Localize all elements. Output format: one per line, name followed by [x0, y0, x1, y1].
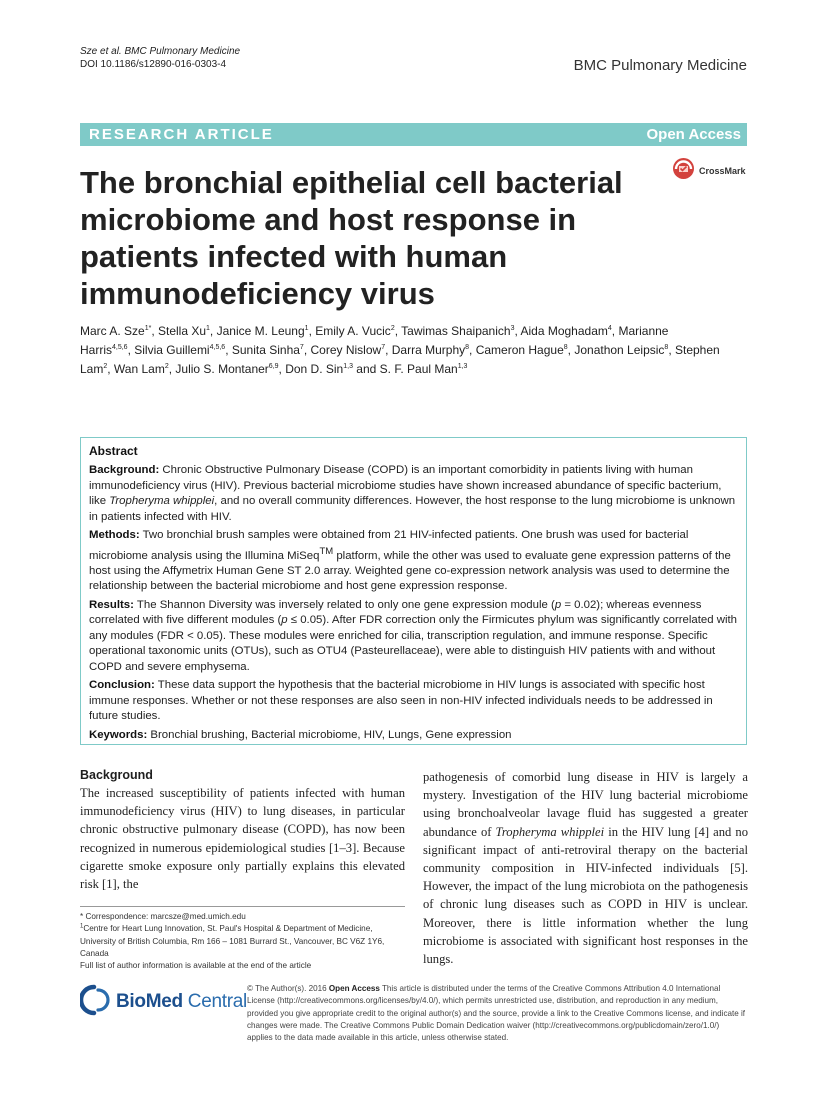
author-affiliation: 2: [390, 325, 395, 332]
open-access-label: Open Access: [646, 126, 741, 143]
journal-name: BMC Pulmonary Medicine: [573, 57, 747, 74]
author-affiliation: 7: [299, 344, 304, 351]
author-name: Corey Nislow: [310, 343, 382, 357]
author-name: Stella Xu: [157, 324, 207, 338]
abstract-heading: Abstract: [89, 444, 138, 458]
species-name: Tropheryma whipplei: [495, 824, 605, 839]
copyright-text: © The Author(s). 2016: [247, 984, 329, 993]
body-paragraph-right: [423, 768, 748, 968]
author-name: Wan Lam: [113, 362, 165, 376]
crossmark-label: CrossMark: [699, 166, 746, 176]
author-affiliation: 2: [164, 363, 169, 370]
abstract-methods-label: Methods:: [89, 529, 140, 541]
affiliation-text: Centre for Heart Lung Innovation, St. Paul's Hospital & Department of Medicine, University of British Columbia, Rm 166 – 1081 Burrard St., Vancouver, BC V6Z 1Y6, Canada: [80, 924, 385, 958]
abstract-conclusion-label: Conclusion:: [89, 679, 155, 692]
body-paragraph-left: The increased susceptibility of patients infected with human immunodeficiency virus (HIV) to lung diseases, in particular chronic obstructive pulmonary disease (COPD), has now been recognized in numerous epidemiological studies [1–3]. Because cigarette smoke exposure only partially explains this elevated risk [1], the: [80, 786, 405, 892]
author-name: Silvia Guillemi: [134, 343, 210, 357]
article-type: RESEARCH ARTICLE: [89, 126, 274, 143]
author-affiliation: 1: [304, 325, 309, 332]
author-affiliation: 3: [510, 325, 515, 332]
author-affiliation: 1,3: [343, 363, 353, 370]
author-name: Janice M. Leung: [216, 324, 305, 338]
author-name: Stephen Lam: [80, 343, 720, 376]
abstract-methods-text-2: platform, while the other was used to evaluate gene expression patterns of the host using the Affymetrix Human Gene ST 2.0 array. Weighted gene co-expression network analysis was used to determine the relationship between the bacterial microbiome and host gene expression response.: [89, 549, 731, 593]
author-name: Darra Murphy: [391, 343, 466, 357]
abstract-box: [80, 437, 747, 745]
citation: Sze et al. BMC Pulmonary Medicine: [80, 46, 241, 57]
author-name: Marc A. Sze: [80, 324, 145, 338]
species-name: Tropheryma whipplei: [109, 495, 215, 507]
abstract-results-label: Results:: [89, 598, 134, 611]
author-affiliation: 8: [465, 344, 470, 351]
body-text-1: pathogenesis of comorbid lung disease in HIV is largely a mystery. Investigation of the HIV lung bacterial microbiome using bronchoalveolar lavage fluid has suggested a greater abundance of: [423, 770, 748, 839]
publisher-name-rest: Central: [182, 991, 247, 1012]
author-name: Sunita Sinha: [231, 343, 300, 357]
author-affiliation: 7: [381, 344, 386, 351]
abstract-results-text-3: ≤ 0.05). After FDR correction only the Firmicutes phylum was significantly correlated with any modules (FDR < 0.05). These modules were enriched for cilia, transcription regulation, and immune response. Specific operational taxonomic units (OTUs), such as OTU4 (Pasteurellaceae), were able to distinguish HIV patients with and without COPD and severe emphysema.: [89, 614, 737, 673]
p-symbol: p: [554, 598, 562, 611]
author-affiliation: 4,5,6: [112, 344, 128, 351]
abstract-conclusion-text: These data support the hypothesis that the bacterial microbiome in HIV lungs is associated with specific host immune responses. Whether or not these responses are also seen in non-HIV infected individuals needs to be addressed in future studies.: [89, 679, 713, 723]
author-affiliation: 4: [607, 325, 612, 332]
abstract-background: [89, 463, 738, 525]
author-name: Julio S. Montaner: [175, 362, 269, 376]
author-list: Marc A. Sze$^{1*}$, Stella Xu$^1$, Janice M. Leung$^1$, Emily A. Vucic$^2$, Tawimas Shaipanich$^3$, Aida Moghadam$^4$, Marianne Harris$^{4,5,6}$, Silvia Guillemi$^{4,5,6}$, Sunita Sinha$^7$, Corey Nislow$^7$, Darra Murphy$^8$, Cameron Hague$^8$, Jonathon Leipsic$^8$, Stephen Lam$^2$, Wan Lam$^2$, Julio S. Montaner$^{6,9}$, Don D. Sin$^{1,3}$ and S. F. Paul Man$^{1,3}$: [80, 324, 720, 376]
publisher-name-bold: BioMed: [116, 991, 183, 1012]
full-author-info-note: Full list of author information is available at the end of the article: [80, 961, 312, 971]
abstract-results: [89, 598, 738, 676]
footnote-divider: [80, 906, 405, 907]
author-affiliation: 1*: [144, 325, 152, 332]
author-name: Don D. Sin: [285, 362, 344, 376]
affiliation: [80, 923, 405, 960]
keywords-label: Keywords:: [89, 728, 148, 741]
license-statement: [247, 983, 747, 1044]
author-name: Tawimas Shaipanich: [401, 324, 511, 338]
abstract-background-text-2: , and no overall community differences. However, the host response to the lung microbiome is unknown in patients infected with HIV.: [89, 495, 736, 523]
abstract-results-text-1: The Shannon Diversity was inversely related to only one gene expression module (: [136, 598, 555, 611]
license-text: This article is distributed under the terms of the Creative Commons Attribution 4.0 International License (http://creativecommons.org/licenses/by/4.0/), which permits unrestricted use, distribution, and reproduction in any medium, provided you give appropriate credit to the original author(s) and the source, provide a link to the Creative Commons license, and indicate if changes were made. The Creative Commons Public Domain Dedication waiver (http://creativecommons.org/publicdomain/zero/1.0/) applies to the data made available in this article, unless otherwise stated.: [247, 984, 746, 1043]
abstract-background-text-1: Chronic Obstructive Pulmonary Disease (COPD) is an important comorbidity in patients living with human immunodeficiency virus (HIV). Previous bacterial microbiome studies have shown increased abundance of specific bacterium, like: [89, 464, 722, 507]
running-header: [80, 45, 240, 71]
author-name: Jonathon Leipsic: [574, 343, 665, 357]
doi[interactable]: DOI 10.1186/s12890-016-0303-4: [80, 59, 227, 70]
trademark: TM: [319, 545, 334, 557]
correspondence: * Correspondence: marcsze@med.umich.edu: [80, 912, 246, 921]
affiliation-number: 1: [80, 923, 84, 930]
biomed-central-logo-icon: [80, 984, 110, 1021]
abstract-results-text-2: = 0.02); whereas evenness correlated with five different modules (: [89, 598, 702, 627]
crossmark-badge[interactable]: [672, 159, 746, 183]
p-symbol: p: [281, 614, 288, 627]
abstract-background-label: Background:: [89, 464, 160, 476]
footnotes: [80, 911, 405, 972]
publisher-wordmark: [116, 991, 247, 1013]
keywords-text: Bronchial brushing, Bacterial microbiome, HIV, Lungs, Gene expression: [150, 728, 512, 741]
author-name: Emily A. Vucic: [315, 324, 391, 338]
author-affiliation: 8: [563, 344, 568, 351]
body-column-left: [80, 768, 405, 893]
author-affiliation: 1: [206, 325, 210, 332]
author-affiliation: 8: [664, 344, 669, 351]
author-name: Cameron Hague: [475, 343, 564, 357]
author-name: Aida Moghadam: [520, 324, 608, 338]
abstract-methods-text-1: Two bronchial brush samples were obtained from 21 HIV-infected patients. One brush was used for bacterial microbiome analysis using the Illumina MiSeq: [89, 529, 689, 562]
author-affiliation: 6,9: [268, 363, 279, 370]
abstract-conclusion: [89, 678, 738, 725]
author-affiliation: 2: [103, 363, 108, 370]
body-column-right: [423, 768, 748, 968]
author-name: Marianne Harris: [80, 324, 669, 357]
section-heading: Background: [80, 768, 153, 782]
author-affiliation: 4,5,6: [209, 344, 226, 351]
author-name: S. F. Paul Man: [379, 362, 458, 376]
article-type-banner: [80, 123, 747, 146]
body-text-2: in the HIV lung [4] and no significant impact of anti-retroviral therapy on the bacterial community composition in HIV-infected individuals [5]. However, the impact of the lung microbiota on the pathogenesis of chronic lung diseases such as COPD in HIV is unclear. Moreover, there is little information whether the lung microbiome is associated with significant host responses in the lungs.: [423, 824, 748, 967]
article-title: The bronchial epithelial cell bacterial microbiome and host response in patients infected with human immunodeficiency virus: [80, 165, 623, 311]
abstract-keywords: [89, 728, 738, 744]
author-affiliation: 1,3: [457, 363, 468, 370]
publisher-logo: [80, 985, 247, 1019]
license-open-access: Open Access: [328, 984, 380, 993]
abstract-methods: [89, 528, 738, 595]
